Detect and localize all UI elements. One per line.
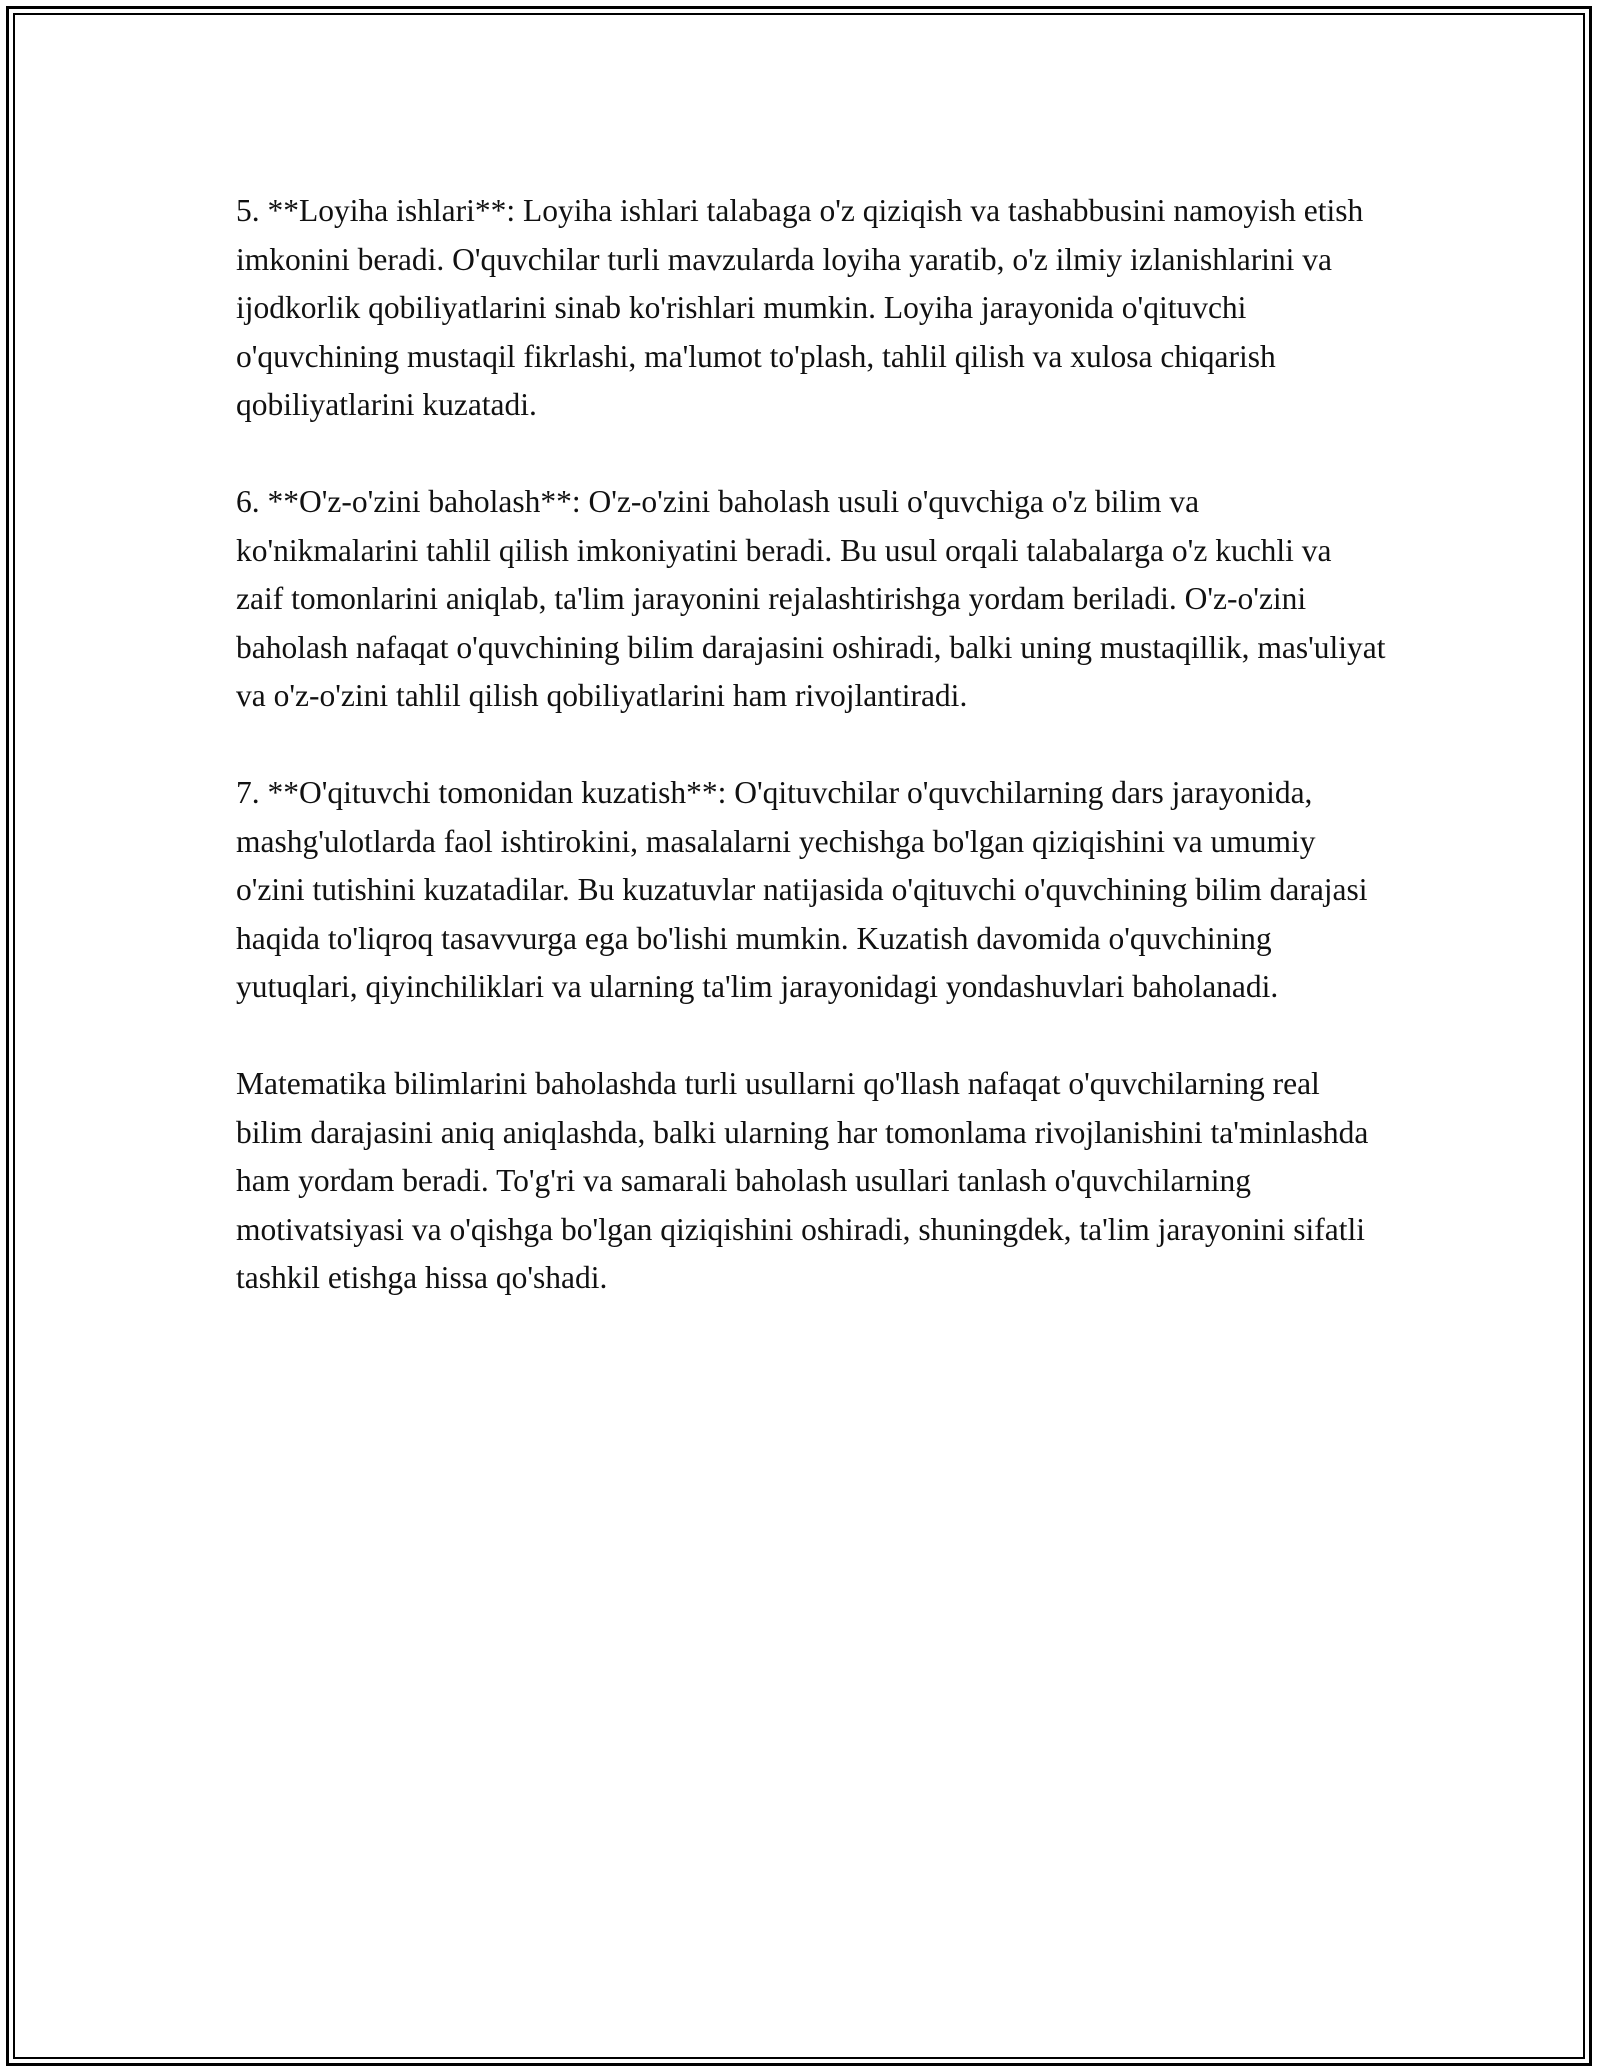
paragraph-oqituvchi-kuzatish: 7. **O'qituvchi tomonidan kuzatish**: O'qituvchilar o'quvchilarning dars jarayonida, mashg'ulotlarda faol ishtirokini, masalalarni yechishga bo'lgan qiziqishini va umumiy o'zini tutishini kuzatadilar. Bu kuzatuvlar natijasida o'qituvchi o'quvchining bilim darajasi haqida to'liqroq tasavvurga ega bo'lishi mumkin. Kuzatish davomida o'quvchining yutuqlari, qiyinchiliklari va ularning ta'lim jarayonidagi yondashuvlari baholanadi. (236, 775, 1368, 1004)
paragraph-oz-ozini-baholash: 6. **O'z-o'zini baholash**: O'z-o'zini baholash usuli o'quvchiga o'z bilim va ko'nikmalarini tahlil qilish imkoniyatini beradi. Bu usul orqali talabalarga o'z kuchli va zaif tomonlarini aniqlab, ta'lim jarayonini rejalashtirishga yordam beriladi. O'z-o'zini baholash nafaqat o'quvchining bilim darajasini oshiradi, balki uning mustaqillik, mas'uliyat va o'z-o'zini tahlil qilish qobiliyatlarini ham rivojlantiradi. (236, 484, 1386, 713)
document-body (236, 187, 1386, 1351)
paragraph-loyiha-ishlari: 5. **Loyiha ishlari**: Loyiha ishlari talabaga o'z qiziqish va tashabbusini namoyish etish imkonini beradi. O'quvchilar turli mavzularda loyiha yaratib, o'z ilmiy izlanishlarini va ijodkorlik qobiliyatlarini sinab ko'rishlari mumkin. Loyiha jarayonida o'qituvchi o'quvchining mustaqil fikrlashi, ma'lumot to'plash, tahlil qilish va xulosa chiqarish qobiliyatlarini kuzatadi. (236, 193, 1364, 422)
paragraph-conclusion: Matematika bilimlarini baholashda turli usullarni qo'llash nafaqat o'quvchilarning real bilim darajasini aniq aniqlashda, balki ularning har tomonlama rivojlanishini ta'minlashda ham yordam beradi. To'g'ri va samarali baholash usullari tanlash o'quvchilarning motivatsiyasi va o'qishga bo'lgan qiziqishini oshiradi, shuningdek, ta'lim jarayonini sifatli tashkil etishga hissa qo'shadi. (236, 1066, 1369, 1295)
